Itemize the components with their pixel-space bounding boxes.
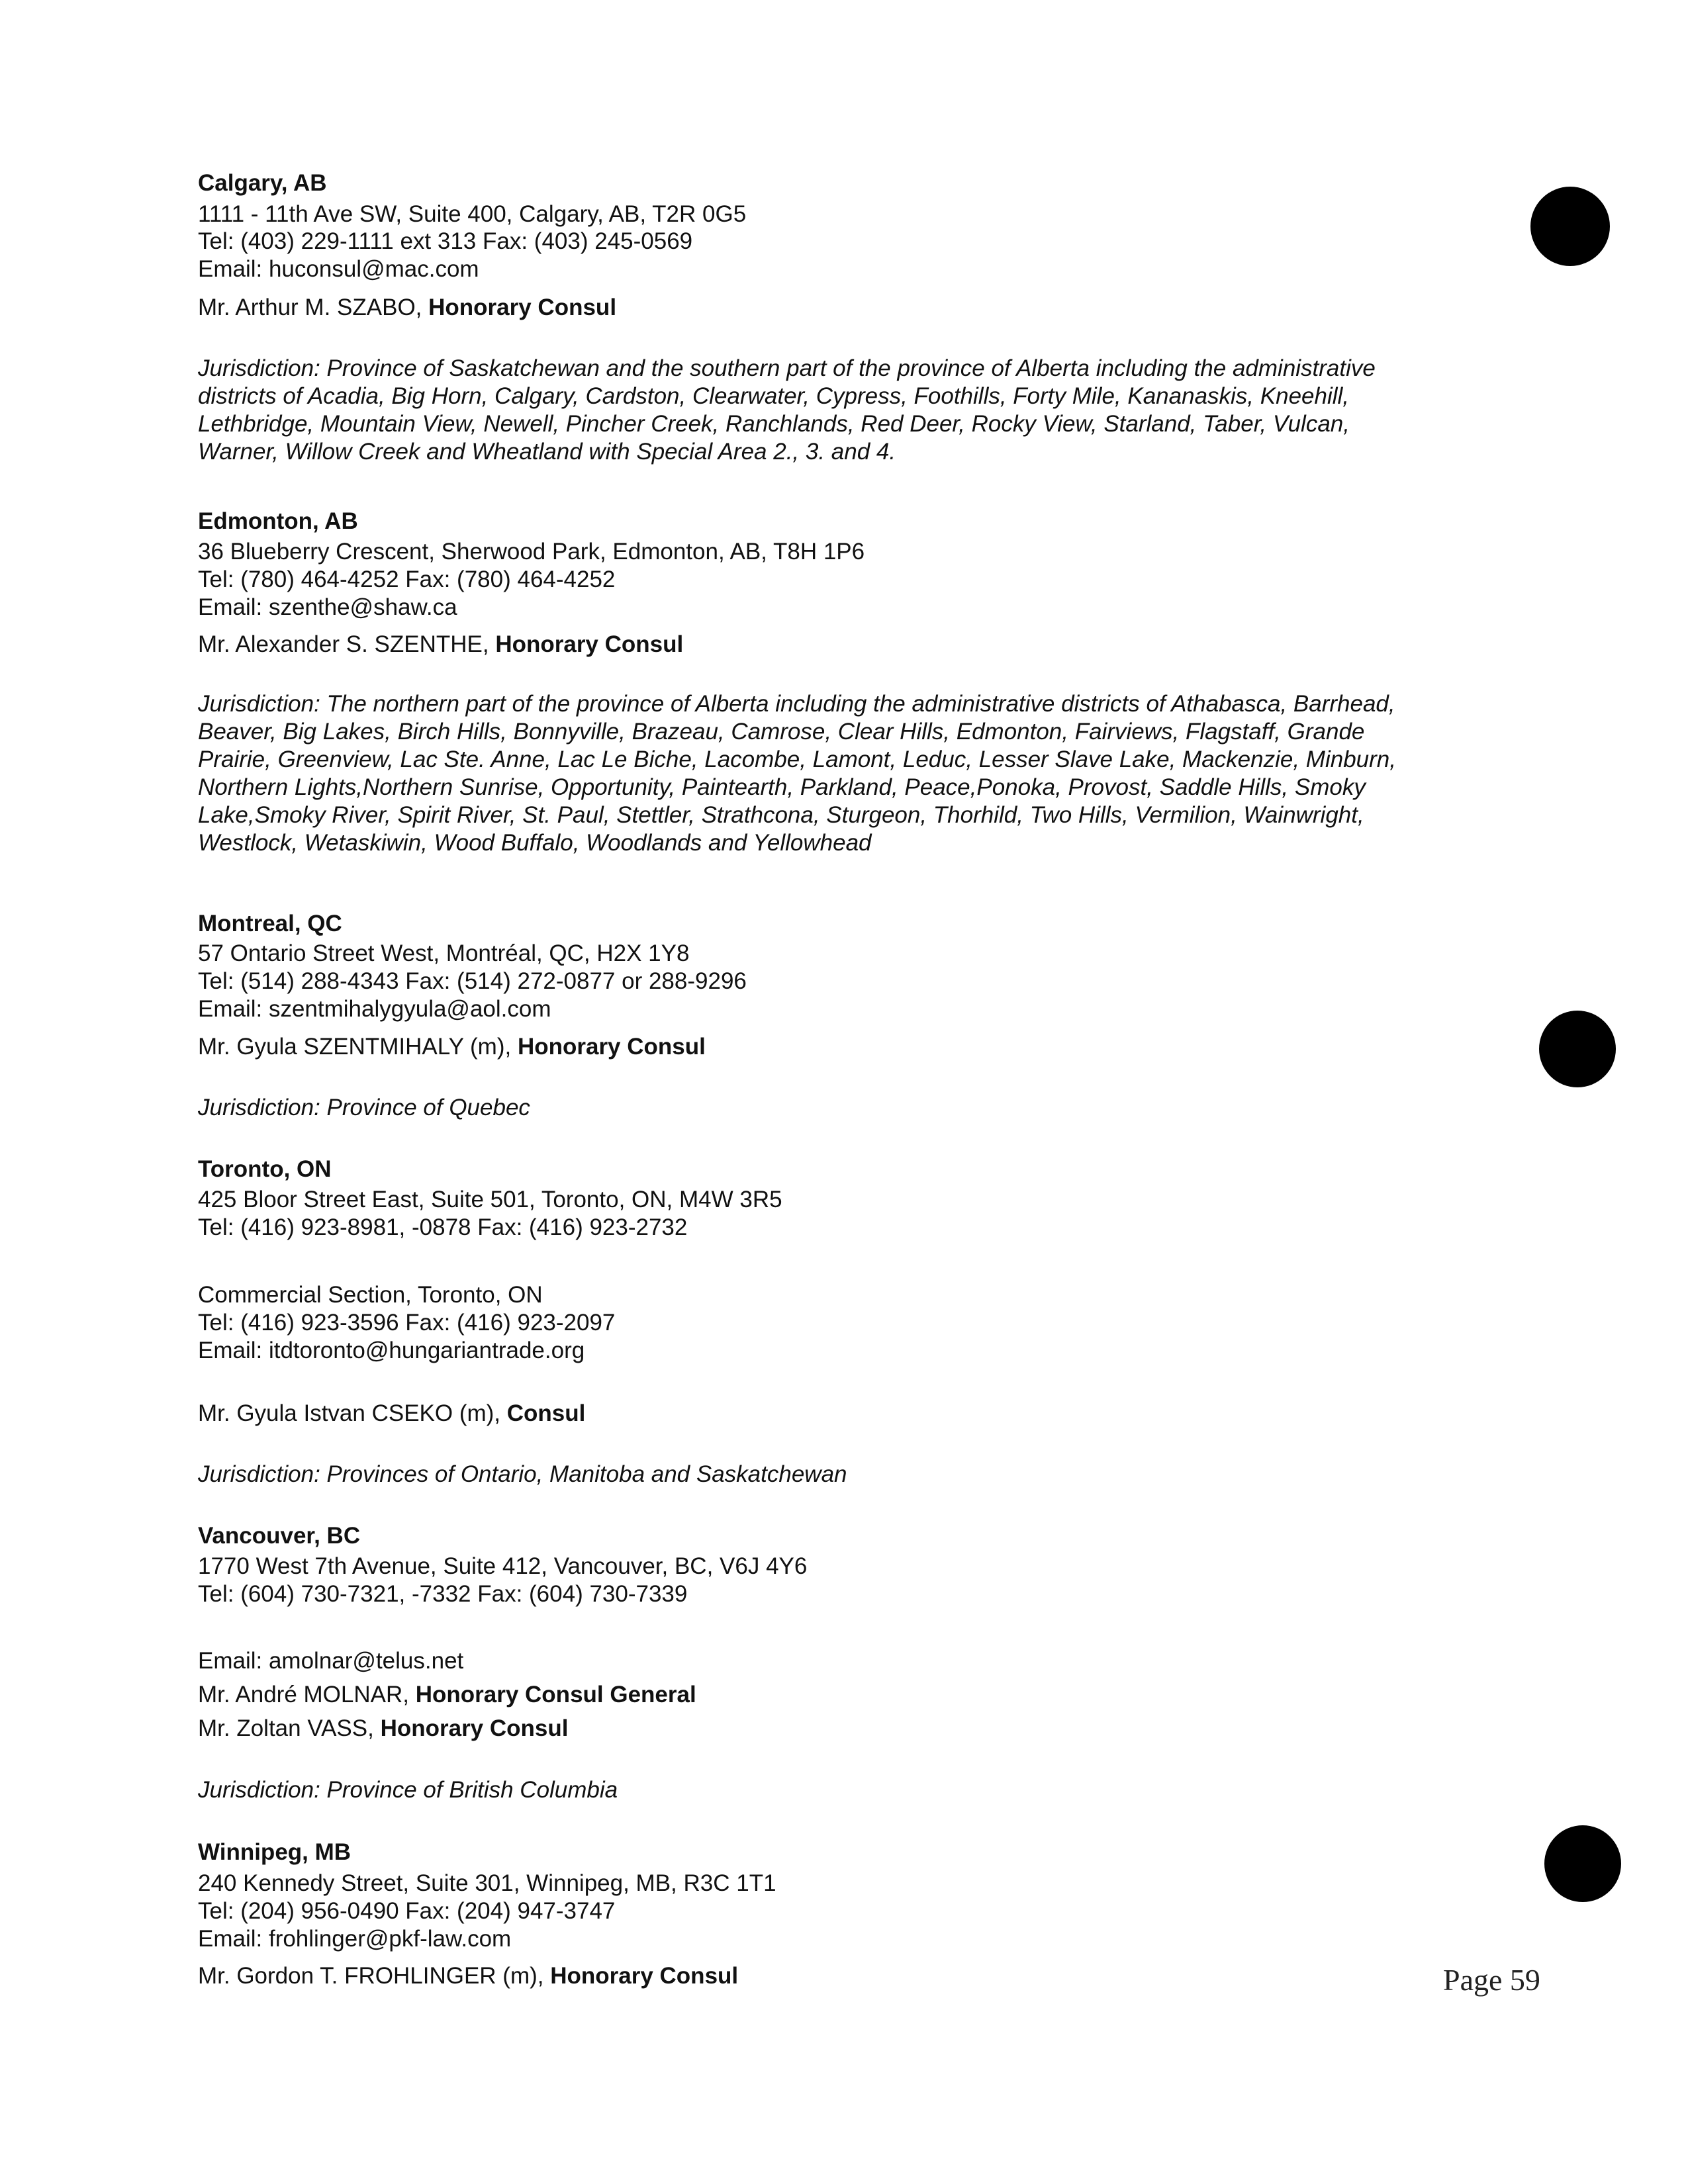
address-montreal: 57 Ontario Street West, Montréal, QC, H2X 1Y8	[198, 940, 690, 966]
city-heading-calgary: Calgary, AB	[198, 170, 327, 196]
jurisdiction-edmonton-line-3: Prairie, Greenview, Lac Ste. Anne, Lac Le Biche, Lacombe, Lamont, Leduc, Lesser Slave Lake, Mackenzie, Minburn,	[198, 747, 1396, 772]
jurisdiction-toronto: Jurisdiction: Provinces of Ontario, Manitoba and Saskatchewan	[198, 1461, 847, 1487]
official-title: Honorary Consul	[428, 295, 617, 320]
official-name: Mr. André MOLNAR,	[198, 1682, 416, 1707]
commercial-phone-toronto: Tel: (416) 923-3596 Fax: (416) 923-2097	[198, 1310, 616, 1336]
phone-winnipeg: Tel: (204) 956-0490 Fax: (204) 947-3747	[198, 1898, 616, 1924]
official-vancouver-2	[198, 1715, 568, 1743]
punch-hole-bottom	[1544, 1825, 1621, 1902]
phone-edmonton: Tel: (780) 464-4252 Fax: (780) 464-4252	[198, 567, 616, 592]
official-edmonton	[198, 631, 683, 659]
official-title: Honorary Consul General	[415, 1682, 696, 1707]
official-name: Mr. Zoltan VASS,	[198, 1715, 381, 1741]
jurisdiction-calgary-line-3: Lethbridge, Mountain View, Newell, Pincher Creek, Ranchlands, Red Deer, Rocky View, Starland, Taber, Vulcan,	[198, 411, 1350, 437]
official-title: Consul	[506, 1400, 586, 1426]
official-title: Honorary Consul	[517, 1034, 706, 1060]
official-name: Mr. Gyula SZENTMIHALY (m),	[198, 1034, 518, 1060]
official-winnipeg	[198, 1962, 738, 1990]
jurisdiction-montreal: Jurisdiction: Province of Quebec	[198, 1095, 530, 1120]
official-title: Honorary Consul	[380, 1715, 569, 1741]
email-calgary: Email: huconsul@mac.com	[198, 256, 479, 282]
official-name: Mr. Arthur M. SZABO,	[198, 295, 429, 320]
official-name: Mr. Alexander S. SZENTHE,	[198, 631, 496, 657]
jurisdiction-edmonton-line-6: Westlock, Wetaskiwin, Wood Buffalo, Woodlands and Yellowhead	[198, 830, 872, 856]
official-montreal	[198, 1033, 706, 1061]
city-heading-edmonton: Edmonton, AB	[198, 508, 358, 534]
city-heading-vancouver: Vancouver, BC	[198, 1523, 361, 1549]
jurisdiction-edmonton-line-1: Jurisdiction: The northern part of the province of Alberta including the administrative districts of Athabasca, Barrhead,	[198, 691, 1395, 717]
jurisdiction-edmonton-line-4: Northern Lights,Northern Sunrise, Opportunity, Paintearth, Parkland, Peace,Ponoka, Provost, Saddle Hills, Smoky	[198, 774, 1366, 800]
official-name: Mr. Gyula Istvan CSEKO (m),	[198, 1400, 507, 1426]
address-winnipeg: 240 Kennedy Street, Suite 301, Winnipeg, MB, R3C 1T1	[198, 1870, 776, 1896]
jurisdiction-vancouver: Jurisdiction: Province of British Columbia	[198, 1777, 618, 1803]
official-name: Mr. Gordon T. FROHLINGER (m),	[198, 1963, 551, 1989]
jurisdiction-edmonton-line-5: Lake,Smoky River, Spirit River, St. Paul, Stettler, Strathcona, Sturgeon, Thorhild, Two Hills, Vermilion, Wainwright,	[198, 802, 1364, 828]
punch-hole-middle	[1539, 1011, 1616, 1087]
official-toronto	[198, 1400, 585, 1428]
official-title: Honorary Consul	[550, 1963, 739, 1989]
email-montreal: Email: szentmihalygyula@aol.com	[198, 996, 551, 1022]
jurisdiction-calgary-line-1: Jurisdiction: Province of Saskatchewan and the southern part of the province of Alberta including the administrative	[198, 355, 1376, 381]
jurisdiction-edmonton-line-2: Beaver, Big Lakes, Birch Hills, Bonnyville, Brazeau, Camrose, Clear Hills, Edmonton, Fairviews, Flagstaff, Grande	[198, 719, 1365, 745]
official-calgary	[198, 294, 616, 322]
phone-montreal: Tel: (514) 288-4343 Fax: (514) 272-0877 or 288-9296	[198, 968, 747, 994]
jurisdiction-calgary-line-2: districts of Acadia, Big Horn, Calgary, Cardston, Clearwater, Cypress, Foothills, Forty Mile, Kananaskis, Kneehill,	[198, 383, 1350, 409]
address-vancouver: 1770 West 7th Avenue, Suite 412, Vancouver, BC, V6J 4Y6	[198, 1553, 808, 1579]
page-number: Page 59	[1443, 1963, 1540, 1997]
phone-vancouver: Tel: (604) 730-7321, -7332 Fax: (604) 730-7339	[198, 1581, 688, 1607]
phone-toronto: Tel: (416) 923-8981, -0878 Fax: (416) 923-2732	[198, 1214, 688, 1240]
jurisdiction-calgary-line-4: Warner, Willow Creek and Wheatland with Special Area 2., 3. and 4.	[198, 439, 896, 465]
commercial-email-toronto: Email: itdtoronto@hungariantrade.org	[198, 1338, 585, 1363]
official-title: Honorary Consul	[495, 631, 684, 657]
email-edmonton: Email: szenthe@shaw.ca	[198, 594, 457, 620]
email-winnipeg: Email: frohlinger@pkf-law.com	[198, 1926, 512, 1952]
city-heading-montreal: Montreal, QC	[198, 911, 342, 936]
address-edmonton: 36 Blueberry Crescent, Sherwood Park, Edmonton, AB, T8H 1P6	[198, 539, 865, 565]
punch-hole-top	[1530, 187, 1610, 266]
official-vancouver-1	[198, 1681, 696, 1709]
address-toronto: 425 Bloor Street East, Suite 501, Toronto, ON, M4W 3R5	[198, 1187, 782, 1212]
commercial-section-toronto: Commercial Section, Toronto, ON	[198, 1282, 543, 1308]
email-vancouver: Email: amolnar@telus.net	[198, 1648, 464, 1674]
address-calgary: 1111 - 11th Ave SW, Suite 400, Calgary, AB, T2R 0G5	[198, 201, 747, 227]
city-heading-toronto: Toronto, ON	[198, 1156, 332, 1182]
city-heading-winnipeg: Winnipeg, MB	[198, 1839, 352, 1865]
phone-calgary: Tel: (403) 229-1111 ext 313 Fax: (403) 245-0569	[198, 228, 693, 254]
